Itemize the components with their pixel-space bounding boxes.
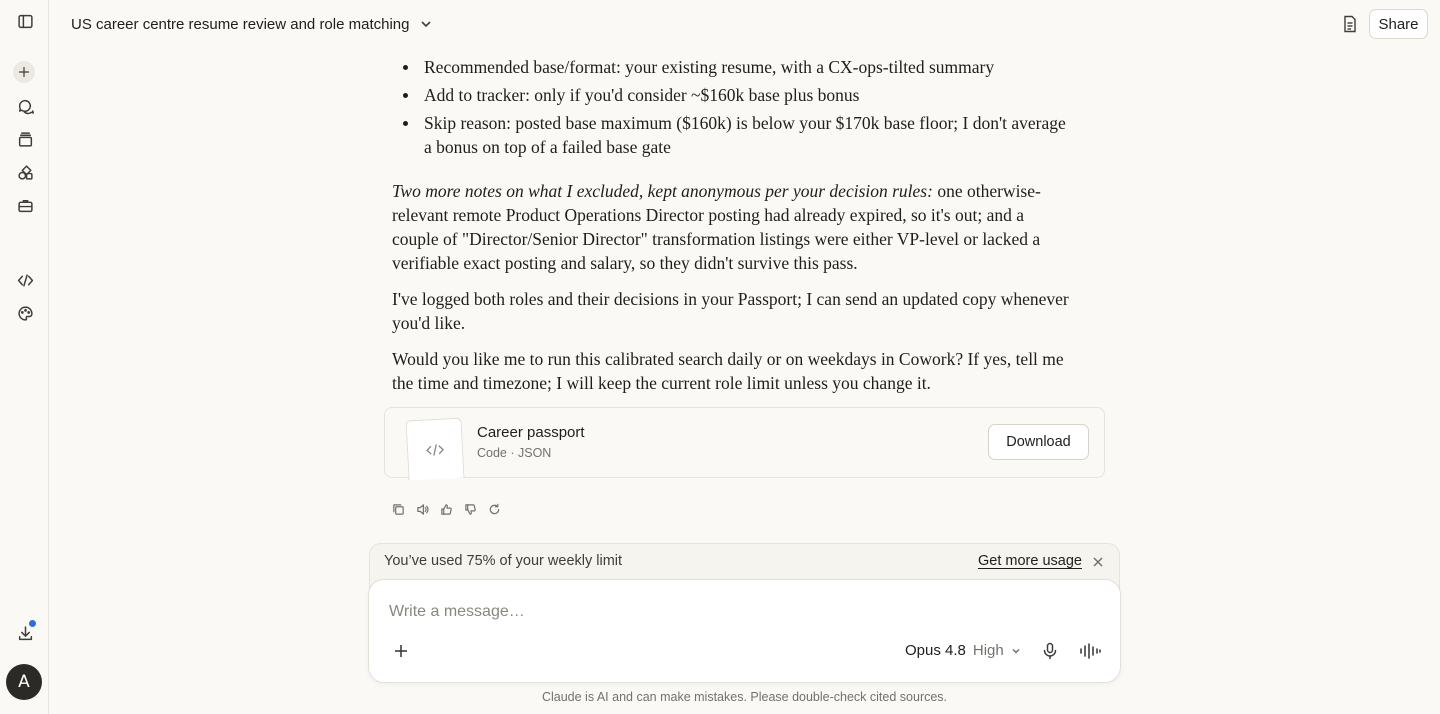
message-actions bbox=[390, 501, 502, 517]
list-item: Recommended base/format: your existing resume, with a CX-ops-tilted summary bbox=[424, 55, 1072, 79]
paragraph-question: Would you like me to run this calibrated search daily or on weekdays in Cowork? If yes, tell me the time and timezone; I will keep the current role limit unless you change it. bbox=[392, 349, 1064, 393]
model-selector[interactable] bbox=[905, 642, 1021, 659]
thumbs-up-icon[interactable] bbox=[438, 501, 454, 517]
artifact-subtitle: Code · JSON bbox=[477, 446, 552, 460]
sidebar-rail bbox=[0, 0, 49, 714]
share-button[interactable]: Share bbox=[1369, 9, 1428, 39]
artifact-title: Career passport bbox=[477, 424, 585, 441]
usage-text: You’ve used 75% of your weekly limit bbox=[384, 553, 623, 569]
microphone-icon[interactable] bbox=[1040, 641, 1060, 661]
message-composer bbox=[368, 579, 1121, 683]
projects-icon[interactable] bbox=[12, 126, 38, 152]
retry-icon[interactable] bbox=[486, 501, 502, 517]
page-title: US career centre resume review and role matching bbox=[71, 15, 410, 33]
code-icon[interactable] bbox=[12, 267, 38, 293]
chevron-down-icon bbox=[419, 17, 433, 31]
avatar[interactable]: A bbox=[6, 664, 42, 700]
copy-icon[interactable] bbox=[390, 501, 406, 517]
new-chat-icon[interactable] bbox=[13, 61, 35, 83]
artifact-thumbnail bbox=[405, 418, 464, 481]
assistant-message bbox=[392, 55, 1072, 395]
chevron-down-icon bbox=[1011, 646, 1021, 656]
chat-title-menu[interactable] bbox=[71, 13, 433, 35]
bullet-list bbox=[424, 55, 1072, 159]
add-attachment-icon[interactable] bbox=[391, 641, 411, 661]
list-item: Add to tracker: only if you'd consider ~$160k base plus bonus bbox=[424, 83, 1072, 107]
effort-level: High bbox=[972, 642, 1004, 659]
thumbs-down-icon[interactable] bbox=[462, 501, 478, 517]
chats-icon[interactable] bbox=[12, 93, 38, 119]
italic-lead: Two more notes on what I excluded, kept anonymous per your decision rules: bbox=[392, 181, 933, 201]
message-input[interactable] bbox=[389, 600, 1089, 624]
get-more-usage-link[interactable]: Get more usage bbox=[978, 553, 1082, 569]
list-item: Skip reason: posted base maximum ($160k) is below your $170k base floor; I don't average a bonus on top of a failed base gate bbox=[424, 111, 1072, 159]
briefcase-icon[interactable] bbox=[12, 192, 38, 218]
paragraph-text: one otherwise-relevant remote Product Operations Director posting had already expired, so it's out; and a couple of "Director/Senior Director" transformation listings were either VP-level or lacked a verifiable exact posting and salary, so they didn't survive this pass. bbox=[392, 181, 1041, 273]
paragraph-exclusions bbox=[392, 179, 1072, 275]
code-icon bbox=[425, 439, 446, 460]
download-button[interactable]: Download bbox=[988, 424, 1089, 460]
model-name: Opus 4.8 bbox=[905, 642, 966, 659]
notification-dot bbox=[29, 620, 36, 627]
document-icon[interactable] bbox=[1338, 12, 1362, 36]
palette-icon[interactable] bbox=[12, 300, 38, 326]
artifact-card[interactable] bbox=[384, 407, 1105, 478]
sidebar-toggle-icon[interactable] bbox=[12, 8, 38, 34]
paragraph-passport: I've logged both roles and their decisions in your Passport; I can send an updated copy whenever you'd like. bbox=[392, 289, 1069, 333]
artifacts-icon[interactable] bbox=[12, 159, 38, 185]
voice-mode-icon[interactable] bbox=[1078, 641, 1102, 661]
disclaimer-text: Claude is AI and can make mistakes. Please double-check cited sources. bbox=[541, 690, 948, 704]
close-icon[interactable] bbox=[1090, 553, 1106, 571]
speaker-icon[interactable] bbox=[414, 501, 430, 517]
